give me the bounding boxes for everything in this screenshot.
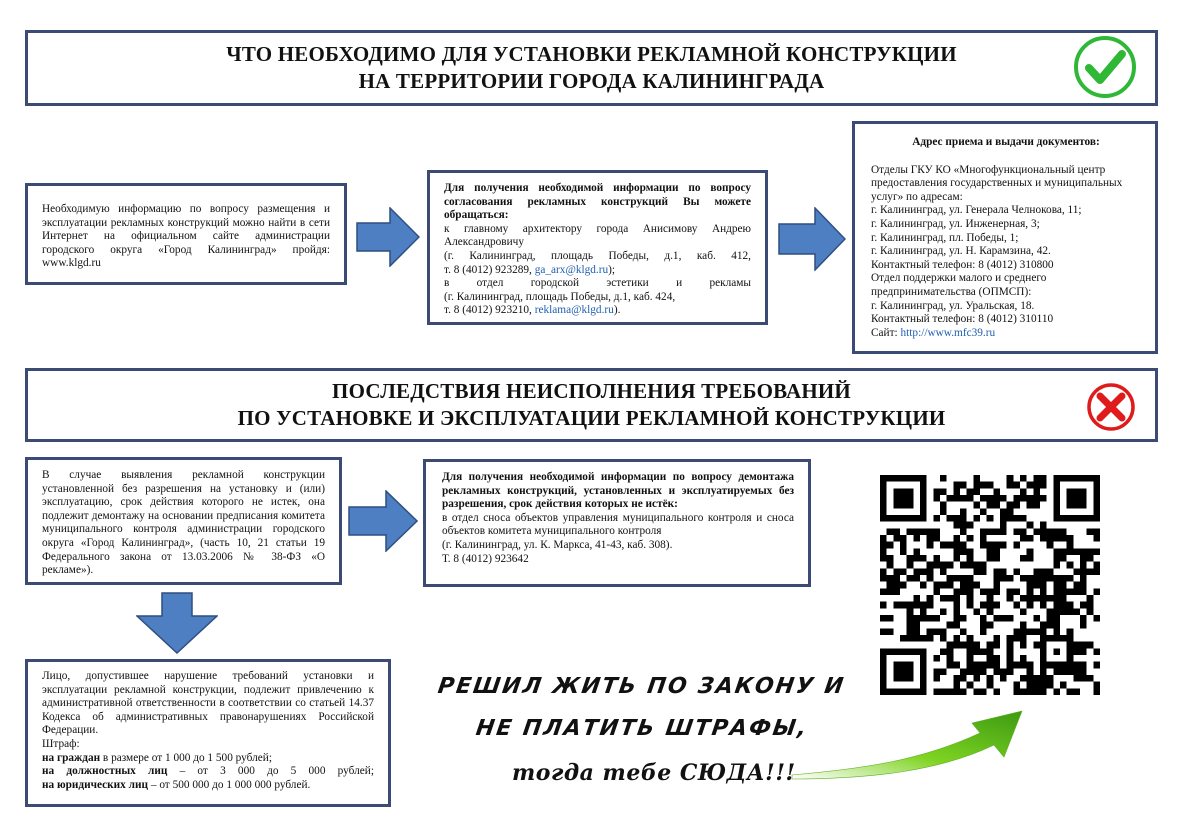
contact-phone-1-end: ); bbox=[608, 263, 616, 276]
address-line: Отдел поддержки малого и среднего bbox=[871, 272, 1047, 285]
arrow-right-icon bbox=[778, 207, 846, 271]
address-line: предпринимательства (ОПМСП): bbox=[871, 285, 1032, 298]
address-site bbox=[871, 327, 1141, 341]
contact-heading: Для получения необходимой информации по вопросу согласования рекламных конструкций Вы можете обращаться: bbox=[444, 182, 751, 222]
dismantle-address: (г. Калининград, ул. К. Маркса, 41-43, каб. 308). bbox=[442, 538, 673, 551]
slogan-line3: тогда тебе СЮДА!!! bbox=[512, 760, 796, 786]
fine-box bbox=[25, 659, 391, 807]
contact-phone-2-end: ). bbox=[613, 304, 621, 317]
header-requirements-line1: ЧТО НЕОБХОДИМО ДЛЯ УСТАНОВКИ РЕКЛАМНОЙ КОНСТРУКЦИИ bbox=[226, 42, 957, 66]
contact-architect: к главному архитектору города Анисимову Андрею Александровичу bbox=[444, 222, 751, 249]
detection-text: В случае выявления рекламной конструкции установленной без разрешения на установку и (или) эксплуатацию, срок действия которого не истек, она подлежит демонтажу на основании предписания комитета муниципального контроля администрации городского округа «Город Калининград», (часть 10, 21 статьи 19 Федерального закона от 13.03.2006 № 38-ФЗ «О рекламе»). bbox=[42, 469, 325, 577]
header-consequences-line2: ПО УСТАНОВКЕ И ЭКСПЛУАТАЦИИ РЕКЛАМНОЙ КОНСТРУКЦИИ bbox=[237, 406, 946, 430]
contact-phone-2-text: т. 8 (4012) 923210, bbox=[444, 304, 532, 317]
contact-department: в отдел городской эстетики и рекламы bbox=[444, 277, 751, 290]
checkmark-icon bbox=[1072, 34, 1138, 100]
site-label: Сайт: bbox=[871, 326, 898, 339]
contact-address-1: (г. Калининград, площадь Победы, д.1, каб. 412, bbox=[444, 249, 751, 262]
fine-citizens-amount: в размере от 1 000 до 1 500 рублей; bbox=[100, 751, 272, 764]
contact-phone-2 bbox=[444, 304, 751, 318]
fine-citizens bbox=[42, 752, 374, 766]
contact-box bbox=[427, 170, 768, 325]
header-requirements bbox=[25, 30, 1158, 106]
address-line: Контактный телефон: 8 (4012) 310800 bbox=[871, 258, 1054, 271]
fine-text: Лицо, допустившее нарушение требований установки и эксплуатации рекламной конструкции, подлежит привлечению к административной ответственности в соответствии со статьей 14.37 Кодекса об административных правонарушениях Российской Федерации. bbox=[42, 670, 374, 737]
info-box bbox=[25, 183, 347, 285]
address-line: г. Калининград, ул. Генерала Челнокова, 11; bbox=[871, 204, 1082, 217]
fine-legal-label: на юридических лиц bbox=[42, 778, 149, 791]
contact-phone-1-text: т. 8 (4012) 923289, bbox=[444, 263, 532, 276]
dismantle-box bbox=[423, 459, 811, 587]
fine-officials bbox=[42, 765, 374, 779]
fine-citizens-label: на граждан bbox=[42, 751, 101, 764]
header-consequences-line1: ПОСЛЕДСТВИЯ НЕИСПОЛНЕНИЯ ТРЕБОВАНИЙ bbox=[332, 379, 851, 403]
address-line: г. Калининград, ул. Инженерная, 3; bbox=[871, 217, 1040, 230]
fine-legal bbox=[42, 779, 374, 793]
address-line: предоставления государственных и муниципальных bbox=[871, 177, 1123, 190]
dismantle-body: в отдел сноса объектов управления муниципального контроля и сноса объектов комитета муниципального контроля bbox=[442, 511, 794, 538]
address-line: Контактный телефон: 8 (4012) 310110 bbox=[871, 313, 1054, 326]
fine-officials-label: на должностных лиц bbox=[42, 765, 168, 778]
fine-legal-amount: – от 500 000 до 1 000 000 рублей. bbox=[148, 778, 311, 791]
address-line: Отделы ГКУ КО «Многофункциональный центр bbox=[871, 163, 1106, 176]
dismantle-heading: Для получения необходимой информации по вопросу демонтажа рекламных конструкций, установленных и эксплуатируемых без разрешения, срок действия которых не истёк: bbox=[442, 471, 794, 511]
fine-officials-amount: – от 3 000 до 5 000 рублей; bbox=[167, 765, 374, 778]
site-link[interactable]: http://www.mfc39.ru bbox=[900, 326, 996, 339]
arrow-down-icon bbox=[136, 592, 218, 654]
info-text: Необходимую информацию по вопросу размещения и эксплуатации рекламных конструкций можно найти в сети Интернет на официальном сайте администрации городского округа «Город Калининград» пройдя: www.klgd.ru bbox=[42, 203, 330, 270]
qr-code[interactable] bbox=[880, 474, 1100, 696]
address-line: г. Калининград, пл. Победы, 1; bbox=[871, 231, 1019, 244]
dismantle-phone: Т. 8 (4012) 923642 bbox=[442, 552, 529, 565]
email-link-reklama[interactable]: reklama@klgd.ru bbox=[534, 304, 614, 317]
contact-phone-1 bbox=[444, 264, 751, 278]
cross-icon bbox=[1085, 381, 1137, 433]
header-consequences bbox=[25, 368, 1158, 442]
address-line: г. Калининград, ул. Н. Карамзина, 42. bbox=[871, 245, 1051, 258]
slogan-line2: НЕ ПЛАТИТЬ ШТРАФЫ, bbox=[474, 716, 810, 741]
fine-label: Штраф: bbox=[42, 737, 80, 750]
address-line: услуг» по адресам: bbox=[871, 190, 963, 203]
address-heading: Адрес приема и выдачи документов: bbox=[912, 136, 1100, 148]
header-requirements-line2: НА ТЕРРИТОРИИ ГОРОДА КАЛИНИНГРАДА bbox=[358, 69, 825, 93]
arrow-right-icon bbox=[356, 207, 420, 267]
contact-address-2: (г. Калининград, площадь Победы, д.1, каб. 424, bbox=[444, 290, 676, 303]
slogan-line1: РЕШИЛ ЖИТЬ ПО ЗАКОНУ И bbox=[436, 674, 847, 699]
address-line: г. Калининград, ул. Уральская, 18. bbox=[871, 299, 1035, 312]
detection-box bbox=[25, 457, 342, 585]
email-link-arx[interactable]: ga_arx@klgd.ru bbox=[534, 263, 609, 276]
arrow-right-icon bbox=[348, 490, 418, 552]
green-arrow-icon bbox=[790, 695, 1030, 785]
address-box bbox=[852, 121, 1158, 354]
